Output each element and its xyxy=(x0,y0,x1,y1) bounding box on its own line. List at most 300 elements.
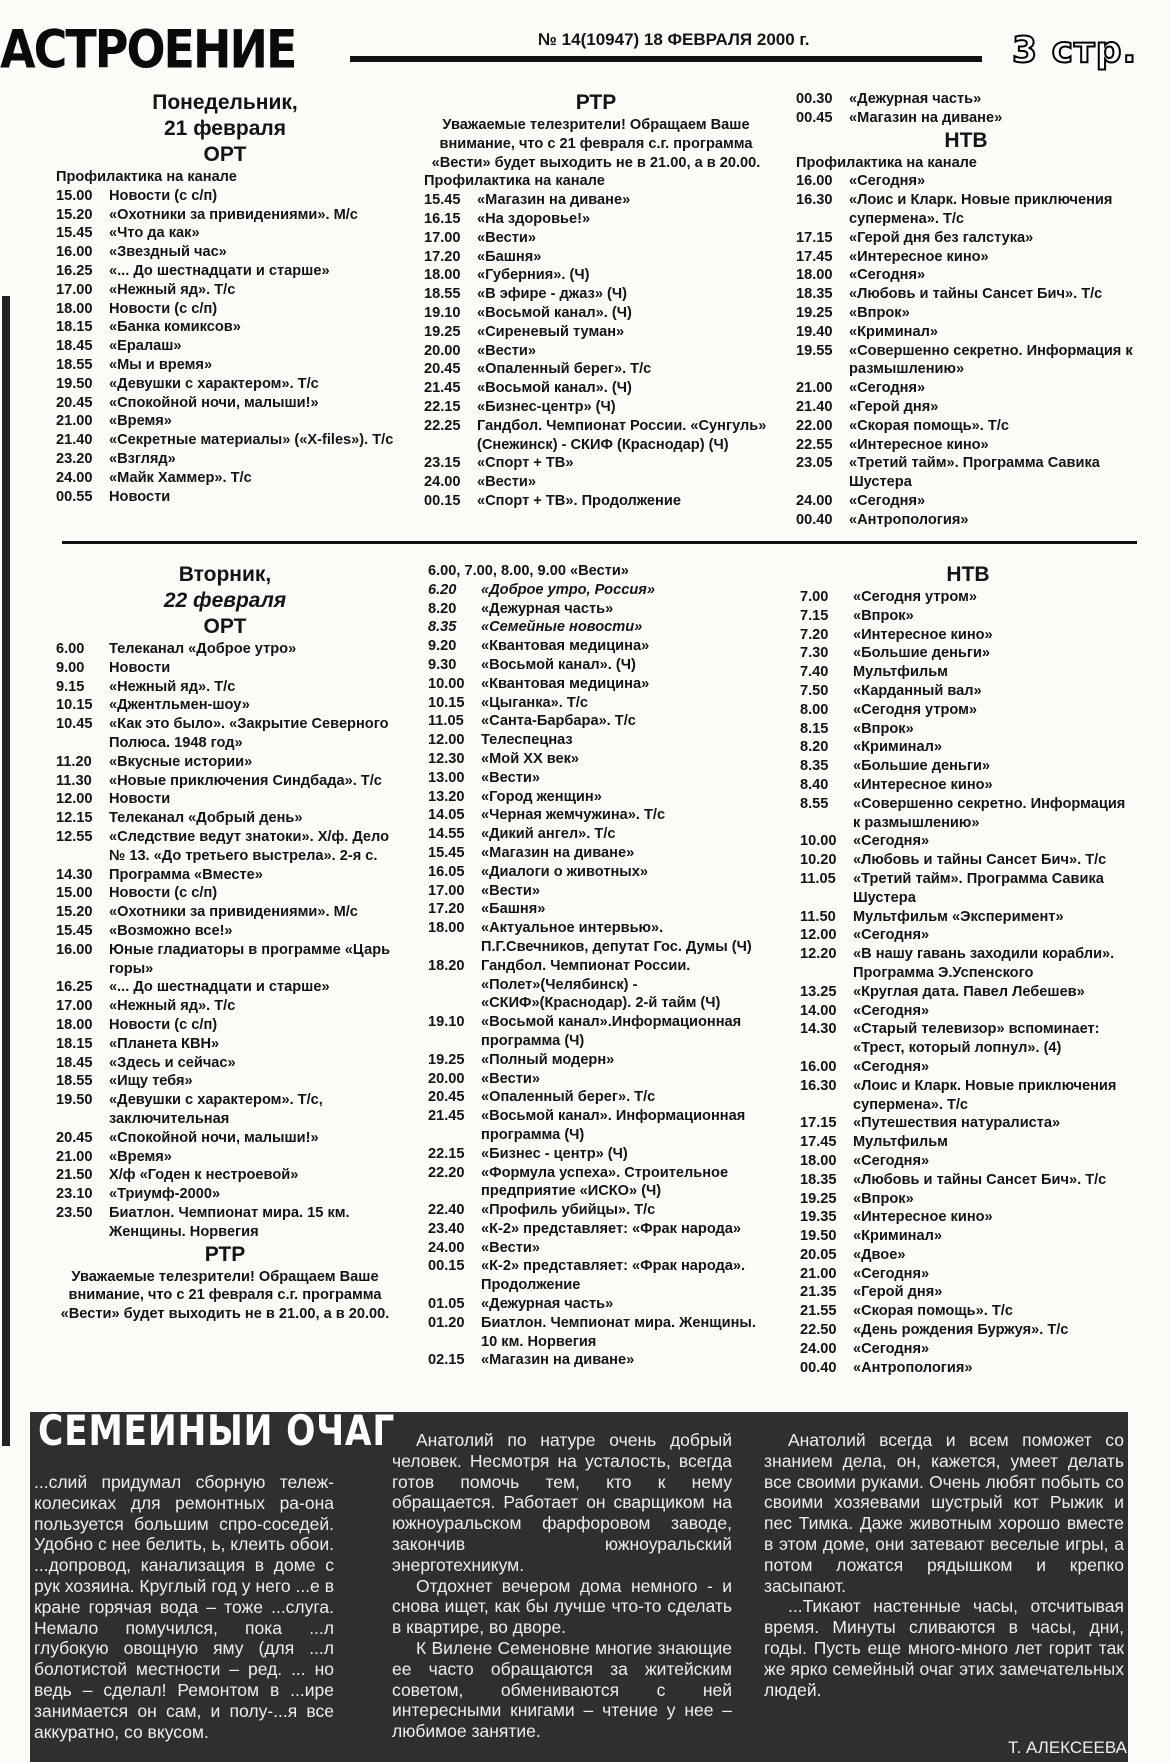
schedule-row xyxy=(56,866,394,885)
program-title: «В эфире - джаз» (Ч) xyxy=(477,286,627,303)
program-title: «Двое» xyxy=(853,1246,906,1263)
schedule-row xyxy=(56,828,394,866)
air-time: 20.45 xyxy=(424,361,461,378)
article-paragraph: К Вилене Семеновне многие знающие ее часто обращаются за житейским советом, обмениваются с ней интересными книгами – чтение у нее – любимое занятие. xyxy=(392,1637,732,1742)
program-title: «Впрок» xyxy=(853,720,914,737)
day-divider xyxy=(62,541,1137,544)
air-time: 19.40 xyxy=(796,323,833,340)
schedule-row xyxy=(428,769,768,788)
channel-heading-rtr: РТР xyxy=(575,91,617,114)
masthead-rule xyxy=(350,56,982,62)
program-title: «Опаленный берег». Т/с xyxy=(477,361,652,378)
program-title: «Интересное кино» xyxy=(853,776,993,793)
air-time: 18.45 xyxy=(56,1054,93,1071)
schedule-row xyxy=(428,1164,768,1202)
schedule-row xyxy=(56,469,394,488)
air-time: 8.40 xyxy=(800,776,829,793)
program-title: «К-2» представляет: «Фрак народа» xyxy=(481,1220,742,1237)
program-title: «Впрок» xyxy=(853,607,914,624)
schedule-intro: Профилактика на канале xyxy=(56,169,237,185)
schedule-row xyxy=(796,436,1136,455)
air-time: 15.45 xyxy=(428,844,465,861)
air-time: 18.15 xyxy=(56,319,93,336)
program-title: Биатлон. Чемпионат мира. 15 км. Женщины. Норвегия xyxy=(109,1204,350,1240)
air-time: 22.00 xyxy=(796,417,833,434)
air-time: 22.25 xyxy=(424,417,461,434)
air-time: 11.05 xyxy=(800,870,836,887)
program-title: «Нежный яд». Т/с xyxy=(109,281,236,298)
schedule-row xyxy=(56,450,394,469)
article-column-1 xyxy=(34,1472,334,1742)
air-time: 23.50 xyxy=(56,1204,93,1221)
program-title: «Следствие ведут знатоки». Х/ф. Дело № 13. «До третьего выстрела». 2-я с. xyxy=(109,828,390,864)
program-title: «Восьмой канал». (Ч) xyxy=(481,656,636,673)
schedule-row xyxy=(56,206,394,225)
air-time: 13.20 xyxy=(428,788,465,805)
air-time: 17.15 xyxy=(800,1115,837,1132)
air-time: 18.55 xyxy=(424,286,461,303)
air-time: 20.45 xyxy=(56,394,93,411)
schedule-row xyxy=(796,323,1136,342)
schedule-row xyxy=(424,342,768,361)
program-title: «Сегодня утром» xyxy=(853,701,978,718)
air-time: 8.20 xyxy=(428,600,457,617)
schedule-row xyxy=(428,1295,768,1314)
air-time: 24.00 xyxy=(56,469,93,486)
program-title: «Время» xyxy=(109,413,172,430)
schedule-row xyxy=(796,511,1136,530)
article-paragraph: Анатолий по натуре очень добрый человек. Несмотря на усталость, всегда готов помочь тем, кто к нему обращается. Работает он сварщиком на южноуральском фарфоровом заводе, закончив южноуральский энерготехникум. xyxy=(392,1430,732,1575)
air-time: 15.45 xyxy=(56,225,93,242)
schedule-row xyxy=(796,304,1136,323)
air-time: 19.10 xyxy=(424,304,461,321)
air-time: 12.00 xyxy=(800,927,837,944)
program-title: «Путешествия натуралиста» xyxy=(853,1115,1061,1132)
air-time: 19.50 xyxy=(800,1228,837,1245)
program-title: «Квантовая медицина» xyxy=(481,638,650,655)
schedule-row xyxy=(428,1201,768,1220)
schedule-row xyxy=(800,1246,1136,1265)
schedule-row xyxy=(800,795,1136,833)
program-title: «К-2» представляет: «Фрак народа». Продолжение xyxy=(481,1258,746,1294)
air-time: 9.20 xyxy=(428,638,457,655)
schedule-row xyxy=(428,806,768,825)
air-time: 00.30 xyxy=(796,91,833,107)
air-time: 17.15 xyxy=(796,229,833,246)
schedule-row xyxy=(428,1257,768,1295)
schedule-row xyxy=(796,492,1136,511)
left-margin-strip xyxy=(0,96,14,1386)
air-time: 21.00 xyxy=(800,1265,837,1282)
air-time: 16.25 xyxy=(56,979,93,996)
program-title: «Криминал» xyxy=(853,739,942,756)
schedule-row xyxy=(428,788,768,807)
program-title: «Лоис и Кларк. Новые приключения супермена». Т/с xyxy=(849,192,1113,227)
schedule-row xyxy=(56,300,394,319)
program-title: «Семейные новости» xyxy=(481,619,643,636)
program-title: «Мой XX век» xyxy=(481,750,580,767)
schedule-row xyxy=(800,945,1136,983)
program-title: «Башня» xyxy=(481,901,546,918)
air-time: 17.20 xyxy=(428,901,465,918)
program-title: «Вести» xyxy=(481,1070,540,1087)
schedule-row xyxy=(428,600,768,619)
schedule-row xyxy=(800,682,1136,701)
air-time: 14.30 xyxy=(800,1021,837,1038)
program-title: Телеспецназ xyxy=(481,732,573,749)
program-title: «Полный модерн» xyxy=(481,1051,615,1068)
schedule-row xyxy=(56,1016,394,1035)
program-title: «В нашу гавань заходили корабли». Программа Э.Успенского xyxy=(853,946,1115,981)
program-title: «Девушки с характером». Т/с xyxy=(109,375,319,392)
program-title: Мультфильм xyxy=(853,1134,948,1151)
program-title: «Криминал» xyxy=(853,1228,942,1245)
program-title: «На здоровье!» xyxy=(477,210,591,227)
air-time: 6.20 xyxy=(428,581,457,598)
air-time: 21.40 xyxy=(56,432,93,449)
air-time: 22.20 xyxy=(428,1164,465,1181)
air-time: 23.20 xyxy=(56,450,93,467)
schedule-row xyxy=(428,1239,768,1258)
air-time: 24.00 xyxy=(800,1340,837,1357)
monday-date: 21 февраля xyxy=(164,117,286,140)
program-title: «Сегодня» xyxy=(849,380,926,397)
schedule-row xyxy=(424,492,768,511)
air-time: 23.10 xyxy=(56,1186,93,1203)
schedule-row xyxy=(424,304,768,323)
air-time: 17.00 xyxy=(424,229,461,246)
program-title: «Доброе утро, Россия» xyxy=(481,581,655,598)
program-title: Новости xyxy=(109,488,171,505)
program-title: «Планета КВН» xyxy=(109,1035,220,1052)
program-title: Телеканал «Доброе утро» xyxy=(109,641,297,657)
air-time: 8.15 xyxy=(800,720,829,737)
program-title: «Секретные материалы» («X-files»). Т/с xyxy=(109,432,394,449)
program-title: «Квантовая медицина» xyxy=(481,675,650,692)
schedule-row xyxy=(428,562,768,581)
schedule-row xyxy=(796,109,1136,128)
article-paragraph: Анатолий всегда и всем поможет со знанием дела, он, кажется, умеет делать все своими руками. Очень любят побыть со своими хозяевами шустрый кот Рыжик и пес Тимка. Даже животным хорошо вместе в этом доме, они затевают веселые игры, а потом ложатся рядышком и крепко засыпают. xyxy=(764,1430,1124,1596)
program-title: «Вести» xyxy=(481,1239,540,1256)
program-title: «Здесь и сейчас» xyxy=(109,1054,236,1071)
air-time: 24.00 xyxy=(428,1239,465,1256)
schedule-row xyxy=(56,1091,394,1129)
schedule-row xyxy=(800,1058,1136,1077)
air-time: 21.00 xyxy=(56,413,93,430)
program-title: «Время» xyxy=(109,1148,172,1165)
schedule-row xyxy=(796,90,1136,109)
air-time: 22.55 xyxy=(796,436,833,453)
schedule-row xyxy=(424,210,768,229)
air-time: 17.00 xyxy=(56,281,93,298)
program-title: Новости (с с/п) xyxy=(109,1016,218,1033)
air-time: 17.45 xyxy=(796,248,833,265)
rtr-continuation-list xyxy=(796,90,1136,128)
schedule-row xyxy=(428,1220,768,1239)
air-time: 14.55 xyxy=(428,826,465,843)
schedule-row xyxy=(424,360,768,379)
schedule-row xyxy=(428,694,768,713)
program-title: «Нежный яд». Т/с xyxy=(109,678,236,695)
tuesday-rtr-column xyxy=(428,562,768,1370)
air-time: 16.30 xyxy=(800,1077,837,1094)
schedule-row xyxy=(56,659,394,678)
air-time: 10.20 xyxy=(800,852,837,869)
schedule-row xyxy=(800,720,1136,739)
program-title: «Взгляд» xyxy=(109,450,176,467)
air-time: 24.00 xyxy=(796,492,833,509)
program-title: «Формула успеха». Строительное предприятие «ИСКО» (Ч) xyxy=(481,1164,729,1200)
program-title: «День рождения Буржуя». Т/с xyxy=(853,1322,1069,1339)
air-time: 15.45 xyxy=(424,192,461,209)
program-title: «Дежурная часть» xyxy=(481,1296,614,1313)
schedule-row xyxy=(56,978,394,997)
program-title: «Дежурная часть» xyxy=(481,600,614,617)
air-time: 21.35 xyxy=(800,1284,837,1301)
schedule-row xyxy=(56,394,394,413)
program-title: «Дикий ангел». Т/с xyxy=(481,826,616,843)
schedule-row xyxy=(800,663,1136,682)
program-title: «Сегодня» xyxy=(853,833,930,850)
article-paragraph: Отдохнет вечером дома немного - и снова ищет, как бы лучше что-то сделать в квартире, во дворе. xyxy=(392,1575,732,1638)
schedule-row xyxy=(56,1148,394,1167)
schedule-row xyxy=(56,318,394,337)
schedule-list xyxy=(424,191,768,511)
schedule-row xyxy=(428,863,768,882)
air-time: 12.00 xyxy=(428,732,465,749)
program-title: «Лоис и Кларк. Новые приключения супермена». Т/с xyxy=(853,1077,1117,1113)
air-time: 21.55 xyxy=(800,1303,837,1320)
air-time: 21.45 xyxy=(428,1108,465,1125)
schedule-list xyxy=(800,588,1136,1377)
air-time: 8.35 xyxy=(428,619,457,636)
air-time: 11.20 xyxy=(56,753,92,770)
program-title: «Мы и время» xyxy=(109,356,213,373)
air-time: 19.25 xyxy=(796,304,833,321)
air-time: 20.05 xyxy=(800,1246,837,1263)
air-time: 16.25 xyxy=(56,262,93,279)
program-title: «Сегодня» xyxy=(849,267,926,284)
tuesday-heading: Вторник, xyxy=(178,563,272,586)
program-title: «Санта-Барбара». Т/с xyxy=(481,713,636,730)
schedule-row xyxy=(56,941,394,979)
program-title: Гандбол. Чемпионат России. «Сунгуль» (Снежинск) - СКИФ (Краснодар) (Ч) xyxy=(477,417,767,453)
program-title: «Криминал» xyxy=(849,323,938,340)
schedule-row xyxy=(428,675,768,694)
schedule-row xyxy=(796,417,1136,436)
schedule-list xyxy=(56,187,394,507)
program-title: Гандбол. Чемпионат России. «Полет»(Челябинск) - «СКИФ»(Краснодар). 2-й тайм (Ч) xyxy=(481,957,721,1012)
schedule-row xyxy=(800,607,1136,626)
program-title: «Совершенно секретно. Информация к размышлению» xyxy=(853,795,1126,831)
schedule-row xyxy=(428,1051,768,1070)
schedule-row xyxy=(800,983,1136,1002)
air-time: 19.25 xyxy=(424,323,461,340)
program-title: «Интересное кино» xyxy=(849,436,989,453)
schedule-row xyxy=(800,851,1136,870)
air-time: 7.20 xyxy=(800,626,829,643)
program-title: «Магазин на диване» xyxy=(481,844,635,861)
schedule-row xyxy=(796,285,1136,304)
air-time: 15.20 xyxy=(56,206,93,223)
schedule-row xyxy=(796,266,1136,285)
schedule-row xyxy=(56,224,394,243)
program-title: «Герой дня без галстука» xyxy=(849,229,1034,246)
air-time: 21.45 xyxy=(424,380,461,397)
program-title: «Магазин на диване» xyxy=(849,109,1003,126)
air-time: 22.40 xyxy=(428,1202,465,1219)
schedule-row xyxy=(428,825,768,844)
air-time: 00.15 xyxy=(424,492,461,509)
air-time: 15.45 xyxy=(56,922,93,939)
channel-heading-rtr: РТР xyxy=(204,1242,246,1266)
schedule-row xyxy=(424,248,768,267)
air-time: 23.40 xyxy=(428,1220,465,1237)
air-time: 16.00 xyxy=(56,244,93,261)
air-time: 21.00 xyxy=(56,1148,93,1165)
program-title: Телеканал «Добрый день» xyxy=(109,810,303,827)
schedule-row xyxy=(428,1107,768,1145)
schedule-row xyxy=(796,172,1136,191)
air-time: 00.40 xyxy=(800,1359,837,1376)
program-title: «Сегодня» xyxy=(853,1340,930,1357)
program-title: «Диалоги о животных» xyxy=(481,863,648,880)
program-title: «Сегодня» xyxy=(853,1265,930,1282)
monday-heading: Понедельник, xyxy=(152,91,298,114)
tuesday-date: 22 февраля xyxy=(163,589,287,612)
schedule-row xyxy=(800,644,1136,663)
schedule-row xyxy=(56,281,394,300)
program-title: «Вкусные истории» xyxy=(109,753,253,770)
air-time: 00.40 xyxy=(796,511,833,528)
program-title: «Возможно все!» xyxy=(109,922,233,939)
schedule-list xyxy=(56,640,394,1242)
air-time: 19.55 xyxy=(796,342,833,359)
air-time: 8.20 xyxy=(800,739,829,756)
program-title: «Девушки с характером». Т/с, заключительная xyxy=(109,1092,323,1127)
air-time: 22.50 xyxy=(800,1322,837,1339)
air-time: 20.45 xyxy=(56,1129,93,1146)
program-title: «Магазин на диване» xyxy=(481,1352,635,1369)
schedule-row xyxy=(56,1166,394,1185)
air-time: 18.00 xyxy=(424,267,461,284)
schedule-row xyxy=(56,187,394,206)
air-time: 24.00 xyxy=(424,474,461,491)
schedule-list xyxy=(796,172,1136,529)
air-time: 18.00 xyxy=(56,1016,93,1033)
program-title: «Майк Хаммер». Т/с xyxy=(109,469,252,486)
air-time: 20.00 xyxy=(428,1070,465,1087)
schedule-row xyxy=(428,1013,768,1051)
air-time: 17.45 xyxy=(800,1134,837,1151)
program-title: Х/ф «Годен к нестроевой» xyxy=(109,1167,299,1184)
schedule-row xyxy=(800,701,1136,720)
air-time: 7.00 xyxy=(800,589,829,605)
schedule-row xyxy=(800,1020,1136,1058)
article-author: Т. АЛЕКСЕЕВА. xyxy=(1008,1738,1132,1757)
air-time: 00.45 xyxy=(796,109,833,126)
newspaper-title: АСТРОЕНИЕ xyxy=(0,17,296,81)
schedule-list xyxy=(428,562,768,1370)
air-time: 13.25 xyxy=(800,983,837,1000)
schedule-row xyxy=(56,262,394,281)
schedule-row xyxy=(800,870,1136,908)
schedule-row xyxy=(428,882,768,901)
schedule-row xyxy=(56,884,394,903)
program-title: «Черная жемчужина». Т/с xyxy=(481,807,666,824)
article-column-3 xyxy=(764,1430,1124,1700)
program-title: «Сегодня» xyxy=(853,1058,930,1075)
schedule-row xyxy=(56,1185,394,1204)
air-time: 13.00 xyxy=(428,769,465,786)
air-time: 8.55 xyxy=(800,795,829,812)
air-time: 19.25 xyxy=(428,1051,465,1068)
schedule-row xyxy=(424,417,768,455)
schedule-row xyxy=(428,712,768,731)
air-time: 14.00 xyxy=(800,1002,837,1019)
program-title: «Охотники за привидениями». М/с xyxy=(109,904,358,921)
schedule-row xyxy=(424,473,768,492)
schedule-row xyxy=(56,715,394,753)
schedule-row xyxy=(424,398,768,417)
program-title: «Спокойной ночи, малыши!» xyxy=(109,394,319,411)
program-title: «Ищу тебя» xyxy=(109,1073,193,1090)
program-title: «Бизнес-центр» (Ч) xyxy=(477,398,616,415)
air-time: 18.15 xyxy=(56,1035,93,1052)
program-title: «Губерния». (Ч) xyxy=(477,267,590,284)
air-time: 20.45 xyxy=(428,1089,465,1106)
article-paragraph: ...Тикают настенные часы, отсчитывая время. Минуты сливаются в часы, дни, годы. Пусть еще много-много лет горит так же ярко семейный очаг этих замечательных людей. xyxy=(764,1596,1124,1700)
schedule-row xyxy=(800,1302,1136,1321)
program-title: «... До шестнадцати и старше» xyxy=(109,262,330,279)
program-title: «Любовь и тайны Сансет Бич». Т/с xyxy=(849,286,1103,303)
schedule-row xyxy=(428,900,768,919)
channel-heading-ntv: НТВ xyxy=(944,128,988,152)
air-time: 18.00 xyxy=(428,920,465,937)
air-time: 02.15 xyxy=(428,1352,465,1369)
air-time: 21.00 xyxy=(796,380,833,397)
schedule-intro: Профилактика на канале xyxy=(424,173,605,190)
program-title: «Ералаш» xyxy=(109,338,182,355)
air-time: 9.30 xyxy=(428,656,457,673)
program-title: «Совершенно секретно. Информация к размышлению» xyxy=(849,342,1133,378)
schedule-row xyxy=(800,1190,1136,1209)
air-time: 18.00 xyxy=(56,300,93,317)
air-time: 12.30 xyxy=(428,750,465,767)
air-time: 16.05 xyxy=(428,863,465,880)
air-time: 7.15 xyxy=(800,607,829,624)
monday-ort-column xyxy=(56,90,394,506)
viewer-notice: Уважаемые телезрители! Обращаем Ваше внимание, что с 21 февраля с.г. программа «Вести» будет выходить не в 21.00, а в 20.00. xyxy=(60,1268,390,1323)
air-time: 19.50 xyxy=(56,375,93,392)
schedule-row xyxy=(800,926,1136,945)
program-title: «Интересное кино» xyxy=(853,626,993,643)
program-title: «Вести» xyxy=(477,474,536,491)
air-time: 9.15 xyxy=(56,678,85,695)
air-time: 7.40 xyxy=(800,664,829,681)
schedule-row xyxy=(796,454,1136,492)
article-title: СЕМЕЙНЫЙ ОЧАГ xyxy=(38,1406,396,1455)
schedule-row xyxy=(56,696,394,715)
program-title: Мультфильм xyxy=(853,664,948,681)
air-time: 19.50 xyxy=(56,1092,93,1109)
schedule-row xyxy=(428,750,768,769)
schedule-row xyxy=(56,488,394,507)
program-title: «Герой дня» xyxy=(849,398,939,415)
air-time: 19.10 xyxy=(428,1014,465,1031)
program-title: Новости xyxy=(109,791,171,808)
program-title: «Опаленный берег». Т/с xyxy=(481,1089,656,1106)
